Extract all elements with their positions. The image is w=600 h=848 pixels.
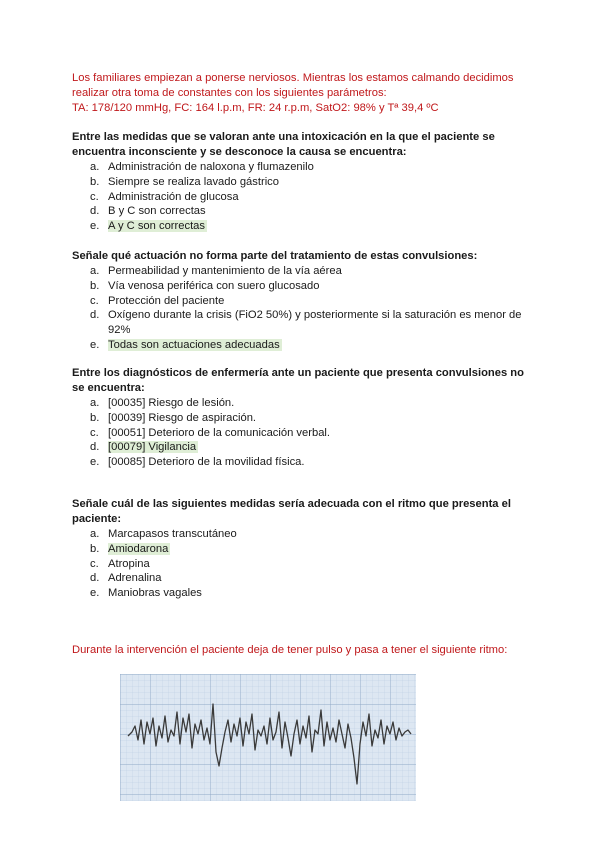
option-a[interactable] [72, 160, 528, 175]
option-letter: c. [90, 190, 99, 203]
option-text: Marcapasos transcutáneo [108, 528, 237, 540]
option-text: Permeabilidad y mantenimiento de la vía aérea [108, 265, 342, 277]
option-text: [00051] Deterioro de la comunicación verbal. [108, 426, 331, 439]
option-text: B y C son correctas [108, 205, 206, 218]
option-text-highlighted: Todas son actuaciones adecuadas [108, 338, 280, 351]
question-2 [72, 249, 528, 353]
question-3 [72, 366, 528, 470]
option-a[interactable] [72, 264, 528, 279]
option-letter: d. [90, 309, 100, 322]
option-text: Protección del paciente [108, 294, 225, 307]
option-text: Administración de glucosa [108, 190, 239, 203]
option-text: Administración de naloxona y flumazenilo [108, 161, 314, 173]
option-list [72, 160, 528, 234]
option-b[interactable] [72, 175, 528, 190]
option-e-correct[interactable] [72, 219, 528, 234]
option-text: Adrenalina [108, 572, 162, 585]
option-text: Atropina [108, 557, 150, 570]
option-list [72, 527, 528, 601]
option-letter: e. [90, 587, 100, 600]
option-c[interactable] [72, 426, 528, 441]
intro-line-2: realizar otra toma de constantes con los siguientes parámetros: [72, 87, 387, 99]
option-d[interactable] [72, 571, 528, 586]
question-title: Señale qué actuación no forma parte del tratamiento de estas convulsiones: [72, 250, 478, 262]
option-c[interactable] [72, 557, 528, 572]
option-letter: d. [90, 205, 100, 218]
option-letter: d. [90, 572, 100, 585]
option-a[interactable] [72, 527, 528, 542]
option-e[interactable] [72, 586, 528, 601]
option-letter: a. [90, 265, 100, 277]
option-d[interactable] [72, 204, 528, 219]
option-e[interactable] [72, 455, 528, 470]
rhythm-intro-text: Durante la intervención el paciente deja de tener pulso y pasa a tener el siguiente ritmo: [72, 644, 508, 656]
intro-line-1: Los familiares empiezan a ponerse nerviosos. Mientras los estamos calmando decidimos [72, 72, 514, 84]
option-a[interactable] [72, 396, 528, 411]
question-title: Entre los diagnósticos de enfermería ante un paciente que presenta convulsiones no se encuentra: [72, 367, 524, 394]
option-d[interactable] [72, 308, 528, 338]
option-b-correct[interactable] [72, 542, 528, 557]
option-text: [00039] Riesgo de aspiración. [108, 411, 257, 424]
option-text: Maniobras vagales [108, 587, 202, 600]
option-letter: b. [90, 542, 100, 555]
question-title: Señale cuál de las siguientes medidas sería adecuada con el ritmo que presenta el paciente: [72, 498, 511, 525]
option-text: [00085] Deterioro de la movilidad física. [108, 456, 305, 469]
option-letter: b. [90, 175, 100, 188]
intro-vitals-line: TA: 178/120 mmHg, FC: 164 l.p.m, FR: 24 r.p.m, SatO2: 98% y Tª 39,4 ºC [72, 102, 439, 114]
option-c[interactable] [72, 294, 528, 309]
option-text-highlighted: [00079] Vigilancia [108, 441, 197, 454]
option-letter: d. [90, 441, 100, 454]
option-letter: e. [90, 220, 100, 233]
option-list [72, 396, 528, 470]
option-letter: c. [90, 426, 99, 439]
option-text: Oxígeno durante la crisis (FiO2 50%) y posteriormente si la saturación es menor de 92% [108, 309, 522, 337]
option-text: [00035] Riesgo de lesión. [108, 397, 235, 409]
intro-paragraph [72, 71, 532, 116]
option-letter: a. [90, 528, 100, 540]
question-4 [72, 497, 528, 601]
option-text: Siempre se realiza lavado gástrico [108, 175, 280, 188]
ecg-strip-image [120, 674, 416, 801]
option-text: Vía venosa periférica con suero glucosado [108, 279, 320, 292]
option-b[interactable] [72, 279, 528, 294]
option-text-highlighted: A y C son correctas [108, 220, 205, 233]
option-letter: b. [90, 279, 100, 292]
option-e-correct[interactable] [72, 338, 528, 353]
option-c[interactable] [72, 190, 528, 205]
option-letter: c. [90, 294, 99, 307]
option-letter: b. [90, 411, 100, 424]
option-letter: c. [90, 557, 99, 570]
option-list [72, 264, 528, 353]
option-text-highlighted: Amiodarona [108, 542, 169, 555]
question-1 [72, 130, 528, 234]
option-letter: e. [90, 338, 100, 351]
option-letter: a. [90, 161, 100, 173]
question-title: Entre las medidas que se valoran ante una intoxicación en la que el paciente se encuentra inconsciente y se desconoce la causa se encuentra: [72, 131, 495, 158]
option-letter: a. [90, 397, 100, 409]
option-b[interactable] [72, 411, 528, 426]
option-d-correct[interactable] [72, 440, 528, 455]
option-letter: e. [90, 456, 100, 469]
